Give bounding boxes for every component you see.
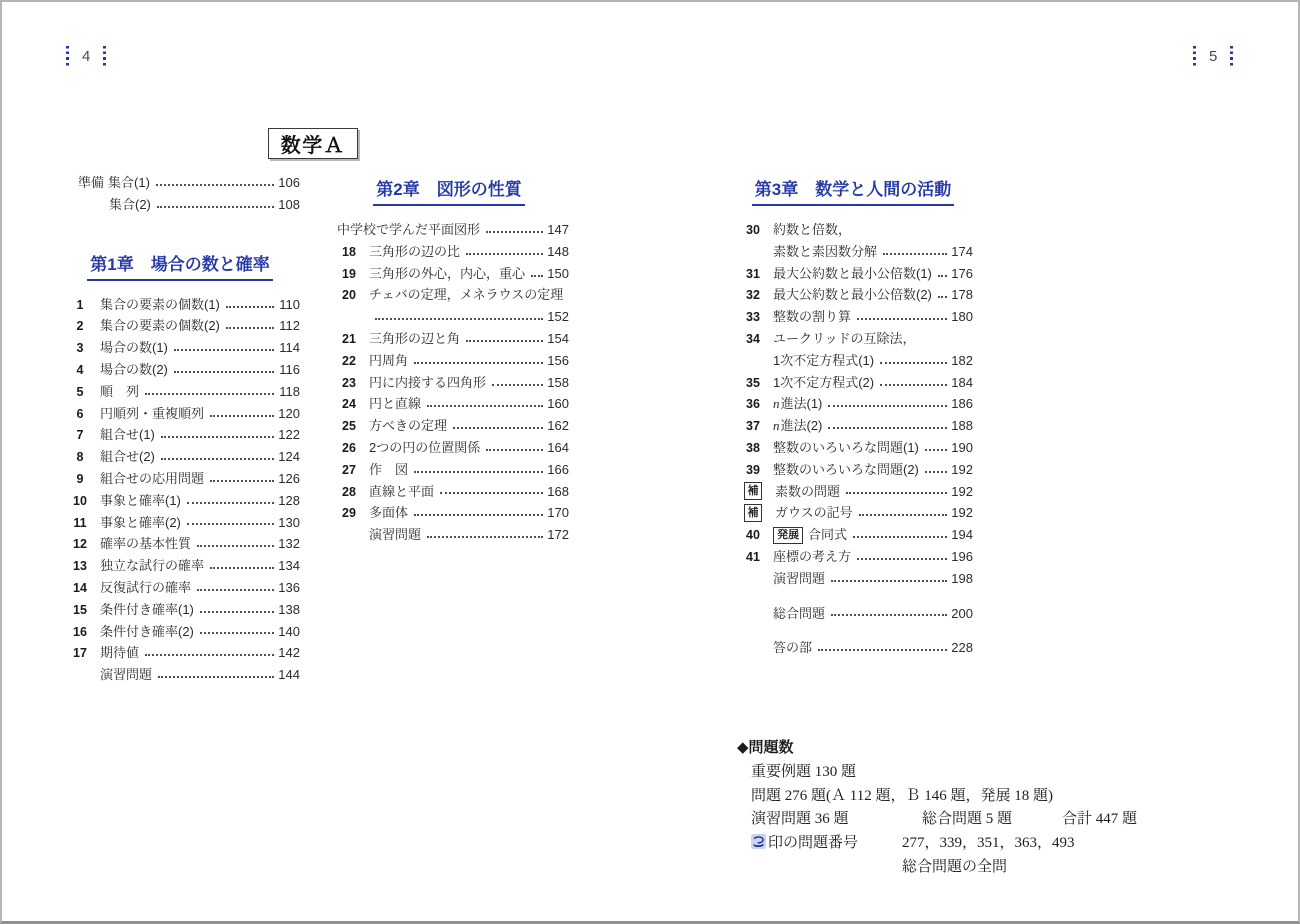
toc-item-page: 130	[278, 514, 300, 530]
dot-leader	[831, 607, 947, 620]
toc-item-title: n進法(1)	[773, 396, 823, 412]
toc-item-title: 整数のいろいろな問題(2)	[773, 461, 919, 477]
dot-leader	[158, 669, 274, 682]
toc-item-number: 25	[342, 419, 356, 434]
toc-item-title: 答の部	[773, 640, 813, 656]
toc-item-row	[60, 555, 300, 577]
toc-item-row	[60, 664, 300, 686]
toc-item-title: 多面体	[369, 505, 409, 521]
toc-item-title: 集合の要素の個数(1)	[100, 296, 220, 312]
toc-item-title: 組合せ(2)	[100, 449, 155, 465]
toc-item-title: 1次不定方程式(2)	[773, 374, 875, 390]
count-important-examples: 重要例題 130 題	[751, 763, 857, 780]
toc-item-page: 194	[951, 527, 973, 543]
toc-item-title: 総合問題	[773, 605, 826, 621]
toc-item-number: 9	[76, 471, 84, 486]
dot-leader	[440, 485, 543, 498]
toc-item-number: 22	[342, 353, 356, 368]
page-number-right-value: 5	[1209, 47, 1218, 65]
dot-leader	[161, 451, 274, 464]
toc-item-row	[733, 284, 973, 306]
dot-leader	[210, 560, 274, 573]
toc-item-page: 172	[547, 527, 569, 543]
toc-item-row	[60, 621, 300, 643]
count-summary-line	[737, 808, 1167, 832]
toc-item-row	[733, 393, 973, 415]
toc-item-title: 円順列・重複順列	[100, 405, 205, 421]
toc-item-row	[60, 446, 300, 468]
page-number-left	[66, 46, 106, 66]
toc-item-number: 補	[744, 504, 762, 522]
toc-item-row	[329, 459, 569, 481]
toc-item-page: 142	[278, 645, 300, 661]
dot-leader	[145, 385, 274, 398]
toc-item-title: 集合(1)	[108, 175, 150, 190]
toc-item-number: 11	[73, 515, 87, 530]
count-problems: 問題 276 題(Ａ 112 題，Ｂ 146 題，発展 18 題)	[751, 787, 1053, 804]
chapter-3-heading	[733, 175, 973, 206]
toc-item-title: 確率の基本性質	[100, 536, 192, 552]
dot-leader	[156, 176, 274, 189]
toc-item-title: 順 列	[100, 383, 140, 399]
toc-item-row	[733, 481, 973, 503]
toc-item-title: 演習問題	[369, 527, 422, 543]
dot-leader	[857, 311, 947, 324]
toc-item-number: 2	[76, 319, 84, 334]
toc-item-row	[60, 315, 300, 337]
dot-leader	[453, 420, 543, 433]
dot-leader	[414, 507, 543, 520]
toc-item-number: 15	[73, 602, 87, 617]
toc-item-row	[60, 337, 300, 359]
toc-item-row	[329, 263, 569, 285]
toc-item-title: 演習問題	[773, 570, 826, 586]
toc-item-number: 27	[342, 462, 356, 477]
toc-item-number: 14	[73, 580, 87, 595]
toc-item-row	[733, 219, 973, 241]
toc-item-title: 条件付き確率(1)	[100, 601, 194, 617]
count-comprehensive: 総合問題 5 題	[922, 811, 1013, 828]
toc-item-title: 素数と素因数分解	[773, 243, 878, 259]
toc-item-row	[60, 424, 300, 446]
toc-item-row	[733, 637, 973, 659]
toc-item-row	[733, 546, 973, 568]
toc-item-page: 144	[278, 667, 300, 683]
toc-item-title: 場合の数(2)	[100, 361, 168, 377]
prep-section	[60, 172, 300, 216]
chapter-2-heading	[329, 175, 569, 206]
dot-leader	[880, 354, 947, 367]
toc-item-number: 4	[76, 362, 84, 377]
toc-item-row	[60, 642, 300, 664]
toc-item-row	[329, 524, 569, 546]
subject-title-box: 数学Ａ	[268, 128, 358, 159]
toc-item-number: 23	[342, 375, 356, 390]
toc-item-number: 28	[342, 484, 356, 499]
toc-item-row	[329, 415, 569, 437]
dot-leader	[210, 472, 274, 485]
toc-item-title: ユークリッドの互除法，	[773, 330, 916, 346]
toc-item-page: 178	[951, 287, 973, 303]
toc-item-page: 124	[278, 449, 300, 465]
page-number-right	[1193, 46, 1233, 66]
dotted-rule-icon	[66, 46, 69, 66]
dot-leader	[414, 354, 543, 367]
toc-item-page: 132	[278, 536, 300, 552]
chapter-3-items	[733, 219, 973, 590]
toc-item-number: 5	[76, 384, 84, 399]
toc-item-page: 192	[951, 483, 973, 499]
toc-item-number: 19	[342, 266, 356, 281]
dot-leader	[197, 538, 274, 551]
toc-item-number: 6	[76, 406, 84, 421]
toc-item-row	[60, 359, 300, 381]
toc-item-page: 112	[279, 318, 300, 334]
dot-leader	[200, 625, 274, 638]
toc-item-row	[60, 490, 300, 512]
toc-item-title: チェバの定理，メネラウスの定理	[369, 287, 564, 303]
toc-item-page: 140	[278, 623, 300, 639]
dot-leader	[846, 485, 947, 498]
toc-item-number: 31	[746, 266, 760, 281]
toc-item-row	[329, 481, 569, 503]
dot-leader	[828, 398, 947, 411]
dot-leader	[859, 507, 947, 520]
toc-item-number: 41	[746, 549, 760, 564]
toc-item-page: 164	[547, 439, 569, 455]
toc-item-page: 168	[547, 483, 569, 499]
toc-item-title: 素数の問題	[775, 483, 841, 499]
toc-item-title: 場合の数(1)	[100, 340, 168, 356]
toc-item-row	[60, 294, 300, 316]
toc-item-title: 最大公約数と最小公倍数(2)	[773, 287, 932, 303]
toc-item-row	[329, 502, 569, 524]
dot-leader	[210, 407, 274, 420]
toc-item-row	[60, 403, 300, 425]
toc-item-row	[329, 372, 569, 394]
toc-item-row	[733, 603, 973, 625]
toc-item-title: 事象と確率(1)	[100, 492, 181, 508]
toc-item-title: 事象と確率(2)	[100, 514, 181, 530]
toc-item-page: 184	[951, 374, 973, 390]
toc-item-title: 反復試行の確率	[100, 579, 192, 595]
toc-item-title: 演習問題	[100, 667, 153, 683]
toc-item-title: 中学校で学んだ平面図形	[337, 222, 481, 237]
dot-leader	[883, 245, 947, 258]
toc-item-row	[60, 381, 300, 403]
toc-item-row	[733, 415, 973, 437]
toc-item-page: 166	[547, 461, 569, 477]
toc-column-2	[329, 175, 569, 546]
toc-item-number: 40	[746, 528, 760, 543]
dot-leader	[187, 516, 274, 529]
dot-leader	[375, 311, 543, 324]
toc-item-row	[733, 263, 973, 285]
toc-item-page: 174	[951, 243, 973, 259]
toc-item-number: 10	[73, 493, 87, 508]
marked-problems-line	[737, 832, 1167, 856]
toc-item-row	[733, 306, 973, 328]
chapter-2-title: 第2章 図形の性質	[373, 175, 524, 206]
count-exercises: 演習問題 36 題	[751, 811, 849, 828]
toc-item-title: 期待値	[100, 645, 140, 661]
toc-item-title: 集合の要素の個数(2)	[100, 318, 220, 334]
toc-item-row	[60, 468, 300, 490]
toc-item-number: 3	[76, 341, 84, 356]
toc-item-row	[329, 350, 569, 372]
dot-leader	[831, 572, 947, 585]
dot-leader	[226, 320, 274, 333]
toc-item-title: 条件付き確率(2)	[100, 623, 194, 639]
toc-item-page: 228	[951, 640, 973, 656]
development-tag: 発展	[773, 527, 803, 544]
toc-item-row	[733, 372, 973, 394]
toc-item-row	[733, 568, 973, 590]
dot-leader	[925, 463, 947, 476]
toc-item-page: 118	[279, 383, 300, 399]
dot-leader	[938, 267, 947, 280]
toc-item-page: 134	[278, 558, 300, 574]
prep-label: 準備	[78, 175, 105, 190]
toc-item-page: 170	[547, 505, 569, 521]
toc-item-title: 直線と平面	[369, 483, 435, 499]
dot-leader	[486, 441, 543, 454]
toc-item-number: 12	[73, 537, 87, 552]
dot-leader	[414, 463, 543, 476]
toc-item-page: 152	[547, 309, 569, 325]
toc-item-title: 三角形の辺の比	[369, 243, 461, 259]
toc-item-page: 160	[547, 396, 569, 412]
dot-leader	[531, 267, 543, 280]
toc-item-number: 13	[73, 559, 87, 574]
dot-leader	[818, 642, 947, 655]
toc-item-row	[329, 328, 569, 350]
toc-item-page: 122	[278, 427, 300, 443]
page-number-left-value: 4	[82, 47, 91, 65]
toc-item-number: 24	[342, 397, 356, 412]
toc-item-title: 作 図	[369, 461, 409, 477]
toc-item-page: 198	[951, 570, 973, 586]
dot-leader	[197, 581, 274, 594]
toc-item-row	[329, 284, 569, 306]
toc-column-1	[60, 172, 300, 686]
toc-column-3	[733, 175, 973, 659]
toc-item-row	[329, 393, 569, 415]
dot-leader	[145, 647, 274, 660]
toc-item-number: 37	[746, 419, 760, 434]
toc-item-row	[60, 512, 300, 534]
toc-item-page: 150	[547, 265, 569, 281]
dot-leader	[174, 342, 274, 355]
toc-item-page: 180	[951, 309, 973, 325]
toc-item-page: 138	[278, 601, 300, 617]
toc-item-row	[733, 328, 973, 350]
toc-item-page: 158	[547, 374, 569, 390]
toc-item-number: 35	[746, 375, 760, 390]
marked-problems-label	[751, 832, 902, 856]
toc-item-row	[329, 219, 569, 241]
toc-item-row	[60, 194, 300, 216]
toc-item-title: 円周角	[369, 352, 409, 368]
dot-leader	[880, 376, 947, 389]
toc-item-title: 円に内接する四角形	[369, 374, 487, 390]
toc-item-page: 154	[547, 330, 569, 346]
toc-item-title: 独立な試行の確率	[100, 558, 205, 574]
toc-item-row	[733, 241, 973, 263]
toc-item-row	[60, 172, 300, 194]
toc-item-page: 196	[951, 548, 973, 564]
chapter-3-title: 第3章 数学と人間の活動	[752, 175, 954, 206]
toc-item-number: 32	[746, 288, 760, 303]
toc-item-number: 26	[342, 440, 356, 455]
toc-item-number: 39	[746, 462, 760, 477]
dot-leader	[466, 332, 543, 345]
toc-item-number: 8	[76, 450, 84, 465]
toc-item-number: 34	[746, 331, 760, 346]
toc-item-number: 20	[342, 288, 356, 303]
toc-item-page: 128	[278, 492, 300, 508]
dot-leader	[492, 376, 543, 389]
toc-item-row	[60, 533, 300, 555]
marked-problems-all-comprehensive: 総合問題の全問	[902, 858, 1008, 875]
toc-item-page: 114	[279, 340, 300, 356]
chapter-2-items	[329, 219, 569, 546]
dot-leader	[857, 550, 947, 563]
toc-item-number: 補	[744, 482, 762, 500]
dot-leader	[157, 198, 274, 211]
toc-item-page: 156	[547, 352, 569, 368]
toc-item-row	[329, 306, 569, 328]
toc-item-page: 116	[279, 361, 300, 377]
chapter-1-items	[60, 294, 300, 686]
toc-item-page: 162	[547, 418, 569, 434]
toc-item-row	[733, 502, 973, 524]
toc-item-title: 組合せの応用問題	[100, 470, 205, 486]
toc-item-number: 33	[746, 310, 760, 325]
toc-item-title: 三角形の外心，内心，重心	[369, 265, 526, 281]
toc-item-title: 最大公約数と最小公倍数(1)	[773, 265, 932, 281]
problem-counts-block	[737, 737, 1167, 880]
toc-item-title: 座標の考え方	[773, 548, 852, 564]
toc-item-number: 16	[73, 624, 87, 639]
toc-item-title: 集合(2)	[109, 196, 151, 212]
toc-item-page: 192	[951, 461, 973, 477]
toc-item-title: 1次不定方程式(1)	[773, 352, 875, 368]
toc-item-row	[329, 241, 569, 263]
toc-item-number: 36	[746, 397, 760, 412]
chapter-1-heading	[60, 250, 300, 281]
dot-leader	[486, 223, 543, 236]
marked-problems-values: 277，339，351，363，493	[902, 835, 1075, 852]
toc-item-page: 200	[951, 605, 973, 621]
problem-counts-heading: ◆問題数	[737, 740, 794, 756]
toc-item-page: 188	[951, 418, 973, 434]
dotted-rule-icon	[103, 46, 106, 66]
toc-item-number: 1	[76, 297, 84, 312]
toc-item-page: 110	[279, 296, 300, 312]
toc-item-row	[60, 577, 300, 599]
dot-leader	[226, 298, 274, 311]
dot-leader	[174, 363, 274, 376]
toc-item-row	[733, 459, 973, 481]
toc-item-title: 約数と倍数，	[773, 222, 852, 237]
toc-item-page: 190	[951, 439, 973, 455]
toc-item-row	[733, 437, 973, 459]
toc-item-title: n進法(2)	[773, 418, 823, 434]
toc-item-page: 147	[547, 222, 569, 237]
dot-leader	[200, 603, 274, 616]
toc-item-number: 7	[76, 428, 84, 443]
digital-content-icon	[751, 834, 766, 849]
dot-leader	[466, 245, 543, 258]
dotted-rule-icon	[1193, 46, 1196, 66]
toc-extras	[733, 603, 973, 660]
marked-problems-label-text: 印の問題番号	[768, 835, 859, 852]
dot-leader	[427, 529, 543, 542]
toc-item-title: ガウスの記号	[775, 505, 853, 521]
toc-item-title: 整数のいろいろな問題(1)	[773, 439, 919, 455]
dotted-rule-icon	[1230, 46, 1233, 66]
toc-item-page: 148	[547, 243, 569, 259]
toc-item-title: 円と直線	[369, 396, 422, 412]
toc-item-title: 2つの円の位置関係	[369, 439, 481, 455]
toc-item-title: 組合せ(1)	[100, 427, 155, 443]
toc-item-number: 17	[73, 646, 87, 661]
toc-item-page: 136	[278, 579, 300, 595]
toc-item-number: 30	[746, 223, 760, 237]
toc-item-page: 106	[278, 175, 300, 190]
toc-item-page: 192	[951, 505, 973, 521]
toc-item-row	[733, 524, 973, 546]
toc-item-page: 120	[278, 405, 300, 421]
toc-item-number: 21	[342, 331, 356, 346]
dot-leader	[938, 289, 947, 302]
dot-leader	[161, 429, 274, 442]
toc-item-number: 38	[746, 440, 760, 455]
toc-item-page: 182	[951, 352, 973, 368]
toc-item-page: 176	[951, 265, 973, 281]
dot-leader	[427, 398, 543, 411]
dot-leader	[187, 494, 274, 507]
toc-item-number: 18	[342, 244, 356, 259]
chapter-1-title: 第1章 場合の数と確率	[87, 250, 272, 281]
toc-item-page: 126	[278, 470, 300, 486]
dot-leader	[925, 441, 947, 454]
toc-item-title: 整数の割り算	[773, 309, 852, 325]
toc-item-title: 方べきの定理	[369, 418, 448, 434]
dot-leader	[853, 529, 947, 542]
toc-item-row	[60, 599, 300, 621]
dot-leader	[828, 420, 947, 433]
toc-item-title: 合同式	[808, 527, 848, 543]
toc-item-page: 108	[278, 196, 300, 212]
toc-item-title: 三角形の辺と角	[369, 330, 461, 346]
toc-item-page: 186	[951, 396, 973, 412]
toc-item-number: 29	[342, 506, 356, 521]
count-total: 合計 447 題	[1062, 811, 1138, 828]
toc-item-row	[733, 350, 973, 372]
toc-item-row	[329, 437, 569, 459]
